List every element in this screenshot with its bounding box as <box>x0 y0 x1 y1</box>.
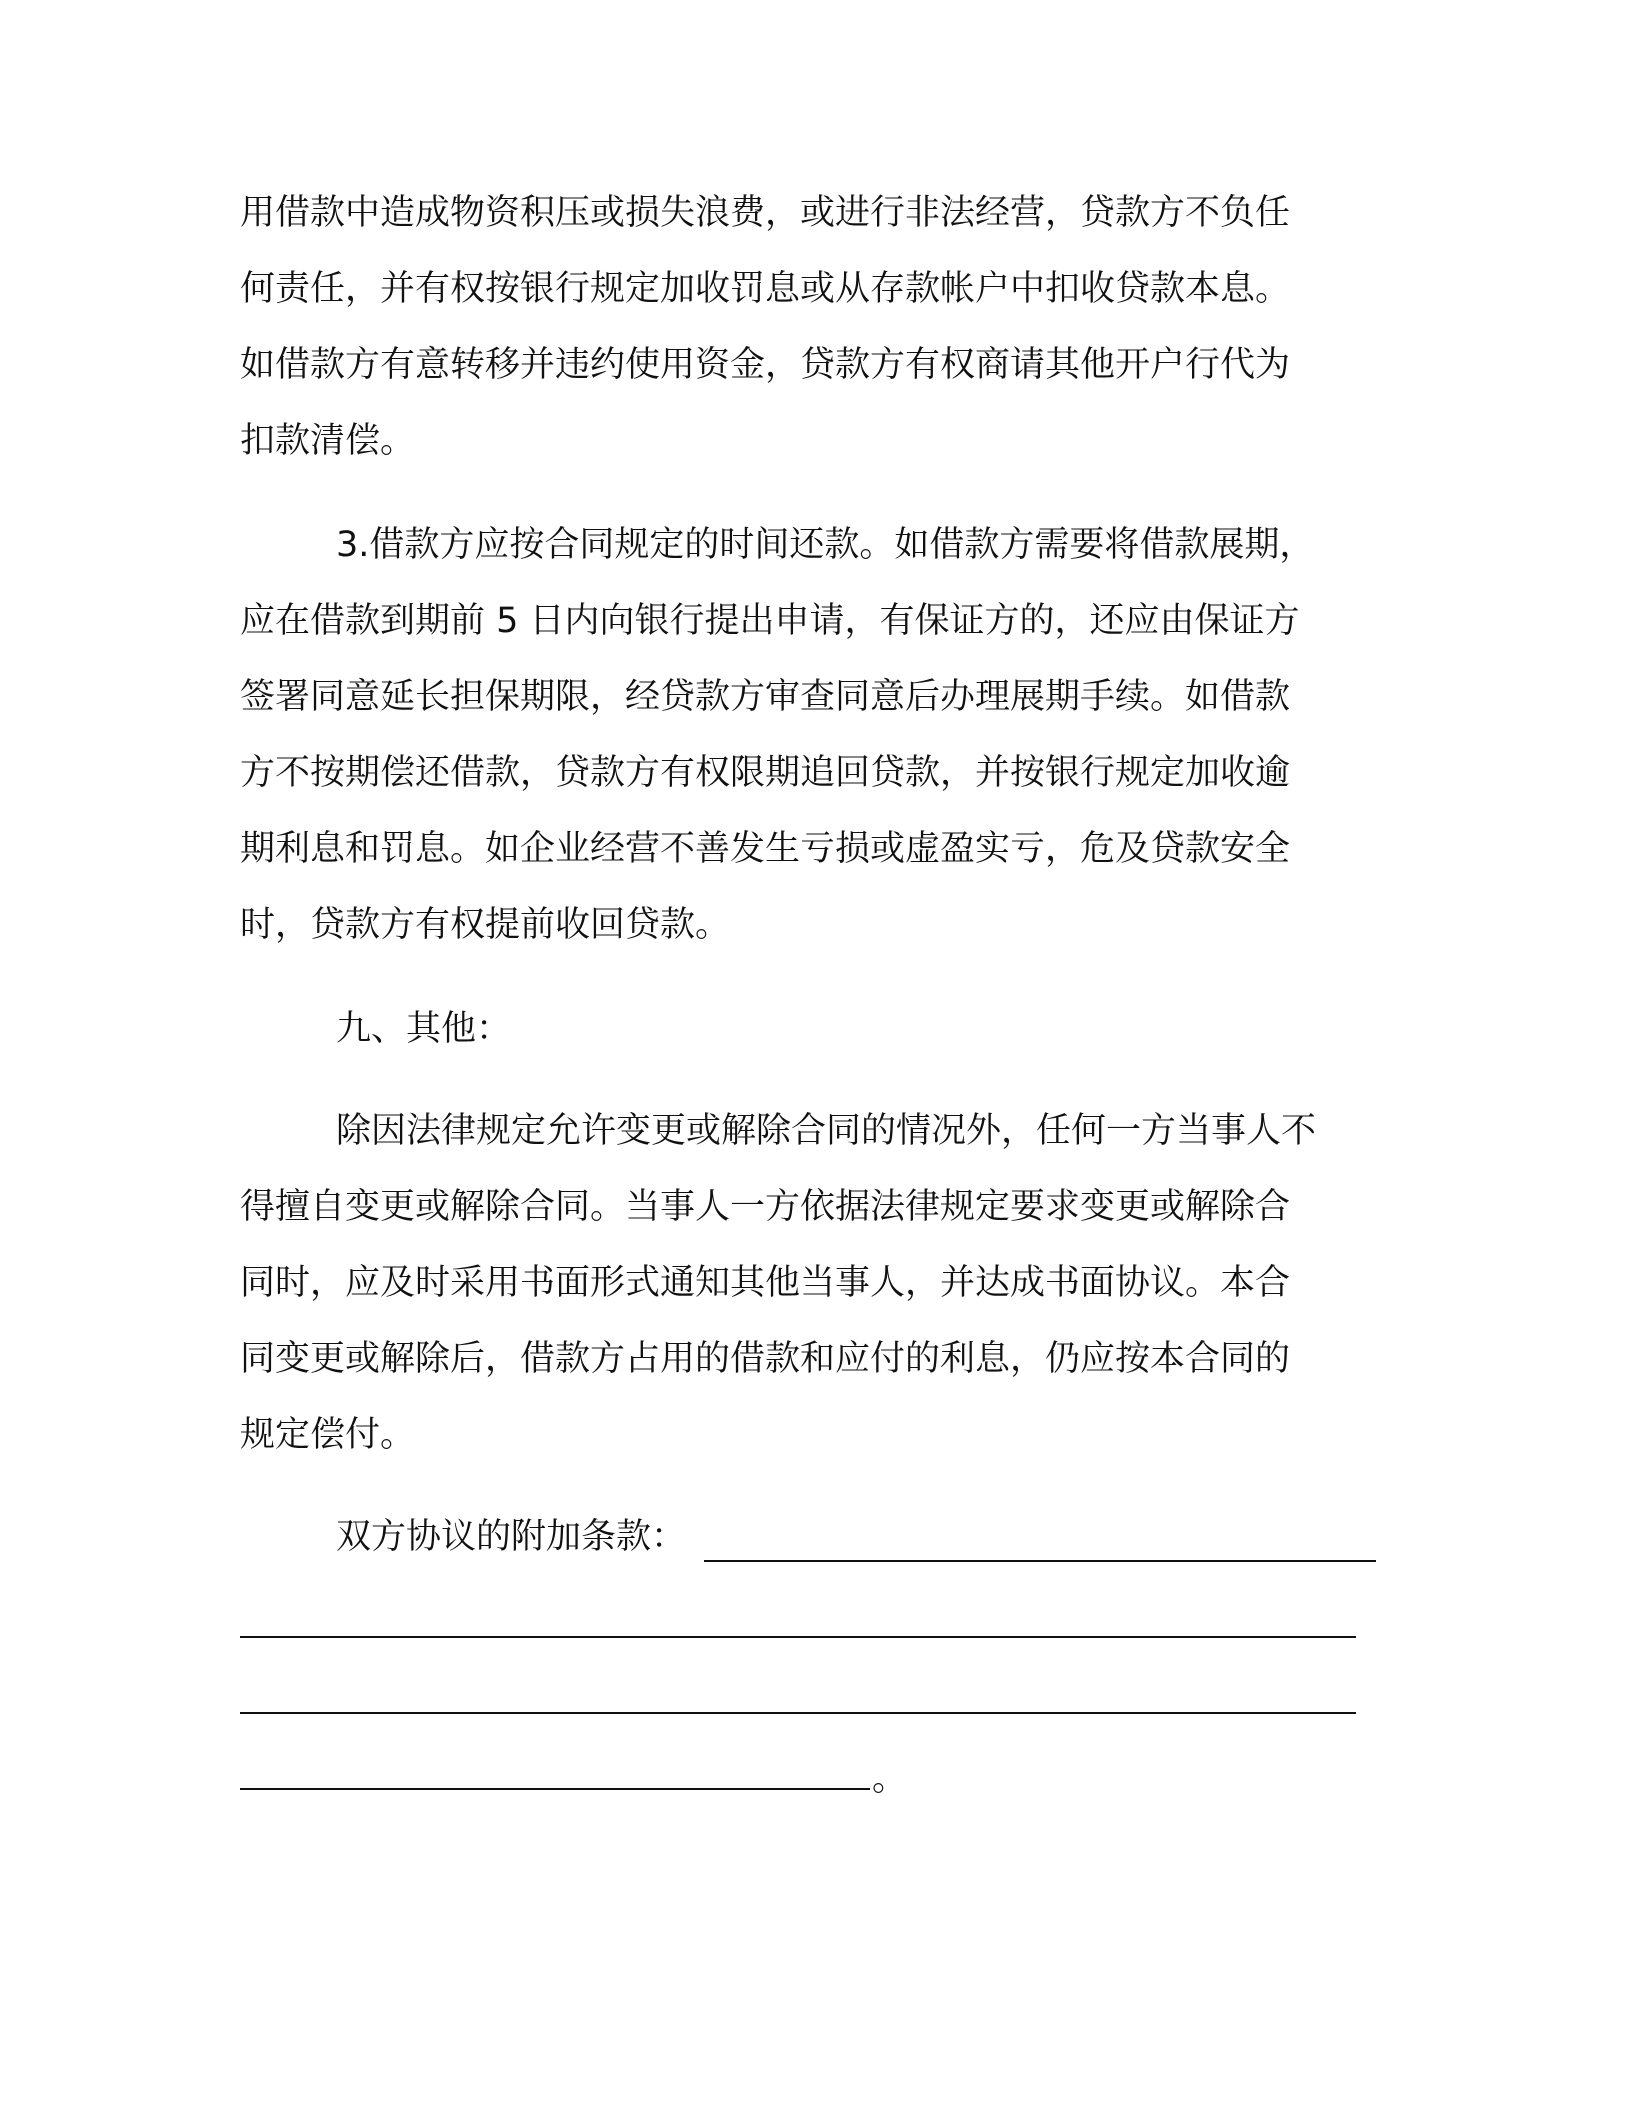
paragraph-3-line-5: 规定偿付。 <box>240 1415 416 1455</box>
additional-terms-blank-1 <box>704 1560 1376 1562</box>
paragraph-2-line-6: 时，贷款方有权提前收回贷款。 <box>240 905 731 945</box>
paragraph-3-line-4: 同变更或解除后，借款方占用的借款和应付的利息，仍应按本合同的 <box>240 1339 1291 1379</box>
paragraph-2-line-3: 签署同意延长担保期限，经贷款方审查同意后办理展期手续。如借款 <box>240 677 1291 717</box>
additional-terms-blank-4 <box>240 1788 870 1790</box>
paragraph-3-line-1: 除因法律规定允许变更或解除合同的情况外，任何一方当事人不 <box>336 1111 1317 1151</box>
paragraph-3-line-2: 得擅自变更或解除合同。当事人一方依据法律规定要求变更或解除合 <box>240 1187 1291 1227</box>
additional-terms-blank-3 <box>240 1712 1356 1714</box>
paragraph-2-line-1: 3.借款方应按合同规定的时间还款。如借款方需要将借款展期， <box>336 525 1315 565</box>
paragraph-1-line-4: 扣款清偿。 <box>240 421 416 461</box>
additional-terms-label: 双方协议的附加条款： <box>336 1517 687 1557</box>
paragraph-1-line-3: 如借款方有意转移并违约使用资金，贷款方有权商请其他开户行代为 <box>240 345 1291 385</box>
section-heading: 九、其他： <box>336 1009 512 1049</box>
paragraph-2-line-2: 应在借款到期前 5 日内向银行提出申请，有保证方的，还应由保证方 <box>240 601 1300 641</box>
additional-terms-end-mark: 。 <box>872 1759 908 1799</box>
paragraph-2-line-4: 方不按期偿还借款，贷款方有权限期追回贷款，并按银行规定加收逾 <box>240 753 1291 793</box>
paragraph-1-line-2: 何责任，并有权按银行规定加收罚息或从存款帐户中扣收贷款本息。 <box>240 269 1291 309</box>
additional-terms-blank-2 <box>240 1636 1356 1638</box>
paragraph-1-line-1: 用借款中造成物资积压或损失浪费，或进行非法经营，贷款方不负任 <box>240 193 1291 233</box>
paragraph-2-line-5: 期利息和罚息。如企业经营不善发生亏损或虚盈实亏，危及贷款安全 <box>240 829 1291 869</box>
paragraph-3-line-3: 同时，应及时采用书面形式通知其他当事人，并达成书面协议。本合 <box>240 1263 1291 1303</box>
